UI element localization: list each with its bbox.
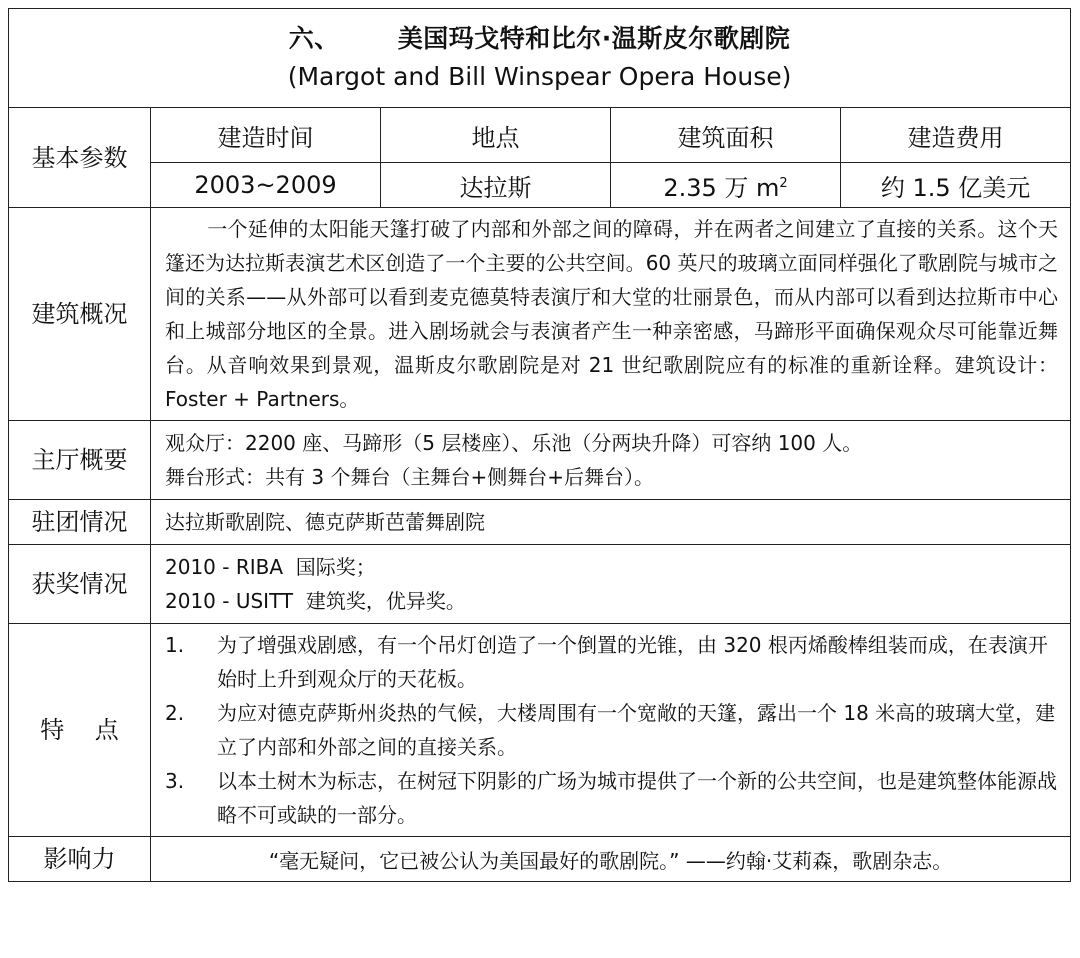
awards-cell bbox=[151, 545, 1071, 624]
header-period: 建造时间 bbox=[151, 108, 381, 163]
header-cost: 建造费用 bbox=[841, 108, 1071, 163]
opera-house-table bbox=[8, 8, 1071, 882]
feature-item bbox=[165, 628, 1058, 696]
area-number: 2.35 万 m bbox=[663, 173, 780, 202]
header-location: 地点 bbox=[381, 108, 611, 163]
main-hall-row bbox=[9, 421, 1071, 500]
section-number: 六、 bbox=[288, 24, 340, 53]
feature-item bbox=[165, 764, 1058, 832]
feature-number: 1. bbox=[165, 633, 185, 657]
feature-item bbox=[165, 696, 1058, 764]
influence-quote: “毫无疑问，它已被公认为美国最好的歌剧院。” ——约翰·艾莉森，歌剧杂志。 bbox=[151, 837, 1071, 882]
overview-cell bbox=[151, 208, 1071, 421]
value-cost: 约 1.5 亿美元 bbox=[841, 163, 1071, 208]
resident-text: 达拉斯歌剧院、德克萨斯芭蕾舞剧院 bbox=[151, 500, 1071, 545]
value-period: 2003~2009 bbox=[151, 163, 381, 208]
award-usitt: 2010 - USITT 建筑奖，优异奖。 bbox=[165, 589, 466, 613]
basic-params-value-row bbox=[9, 163, 1071, 208]
auditorium-line: 观众厅：2200 座、马蹄形（5 层楼座）、乐池（分两块升降）可容纳 100 人。 bbox=[165, 431, 863, 455]
awards-row bbox=[9, 545, 1071, 624]
header-area: 建筑面积 bbox=[611, 108, 841, 163]
resident-label: 驻团情况 bbox=[9, 500, 151, 545]
features-row bbox=[9, 624, 1071, 837]
opera-name-en: (Margot and Bill Winspear Opera House) bbox=[287, 62, 792, 91]
overview-row bbox=[9, 208, 1071, 421]
area-superscript: 2 bbox=[779, 175, 788, 191]
main-hall-cell bbox=[151, 421, 1071, 500]
title-row bbox=[9, 9, 1071, 108]
awards-label: 获奖情况 bbox=[9, 545, 151, 624]
overview-text: 一个延伸的太阳能天篷打破了内部和外部之间的障碍，并在两者之间建立了直接的关系。这个天篷还为达拉斯表演艺术区创造了一个主要的公共空间。60 英尺的玻璃立面同样强化了歌剧院与城市之间的关系——从外部可以看到麦克德莫特表演厅和大堂的壮丽景色，而从内部可以看到达拉斯市中心和上城部分地区的全景。进入剧场就会与表演者产生一种亲密感，马蹄形平面确保观众尽可能靠近舞台。从音响效果到景观，温斯皮尔歌剧院是对 21 世纪歌剧院应有的标准的重新诠释。建筑设计：Foster + Partners。 bbox=[165, 217, 1059, 411]
feature-text: 为应对德克萨斯州炎热的气候，大楼周围有一个宽敞的天篷，露出一个 18 米高的玻璃大堂，建立了内部和外部之间的直接关系。 bbox=[217, 701, 1056, 759]
title-cell bbox=[9, 9, 1071, 108]
title-chinese bbox=[9, 20, 1070, 58]
feature-text: 以本土树木为标志，在树冠下阴影的广场为城市提供了一个新的公共空间，也是建筑整体能源战略不可或缺的一部分。 bbox=[217, 769, 1057, 827]
feature-number: 2. bbox=[165, 701, 185, 725]
opera-name-cn: 美国玛戈特和比尔·温斯皮尔歌剧院 bbox=[397, 24, 791, 53]
value-area bbox=[611, 163, 841, 208]
feature-number: 3. bbox=[165, 769, 185, 793]
main-hall-label: 主厅概要 bbox=[9, 421, 151, 500]
info-sheet bbox=[8, 8, 1070, 882]
feature-text: 为了增强戏剧感，有一个吊灯创造了一个倒置的光锥，由 320 根丙烯酸棒组装而成，在表演开始时上升到观众厅的天花板。 bbox=[217, 633, 1048, 691]
value-location: 达拉斯 bbox=[381, 163, 611, 208]
basic-params-label: 基本参数 bbox=[9, 108, 151, 208]
overview-label: 建筑概况 bbox=[9, 208, 151, 421]
influence-row bbox=[9, 837, 1071, 882]
award-riba: 2010 - RIBA 国际奖； bbox=[165, 555, 376, 579]
stage-line: 舞台形式：共有 3 个舞台（主舞台+侧舞台+后舞台）。 bbox=[165, 465, 654, 489]
resident-row bbox=[9, 500, 1071, 545]
features-label: 特 点 bbox=[9, 624, 151, 837]
influence-label: 影响力 bbox=[9, 837, 151, 882]
basic-params-header-row bbox=[9, 108, 1071, 163]
features-cell bbox=[151, 624, 1071, 837]
